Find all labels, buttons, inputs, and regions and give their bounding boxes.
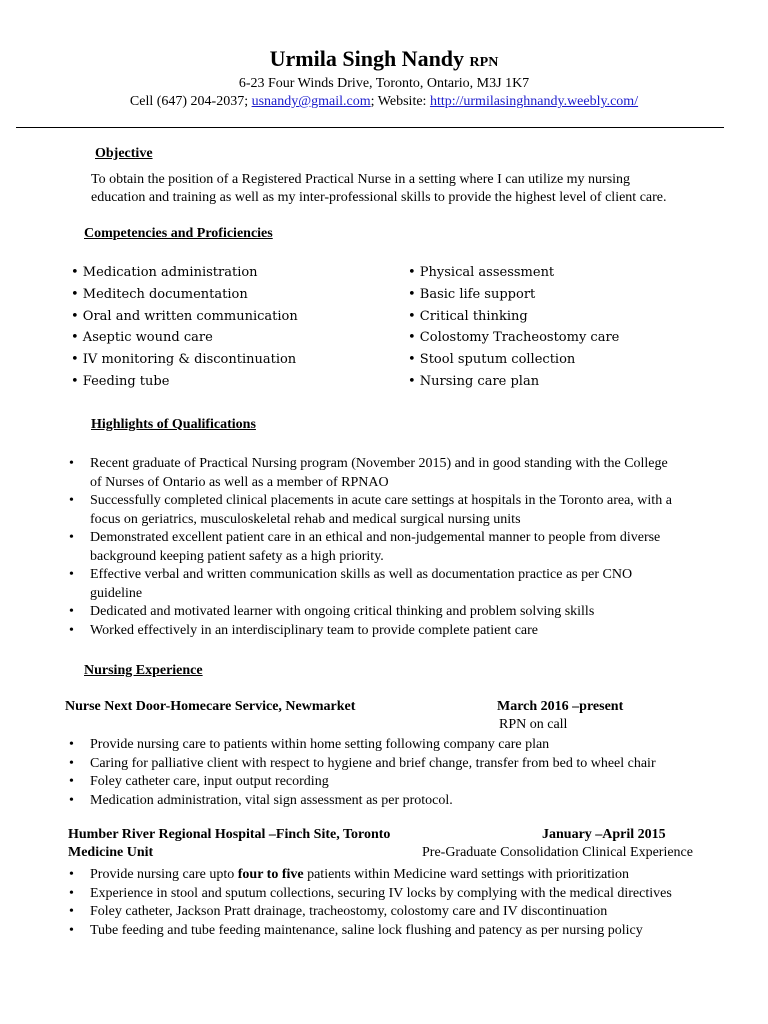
patient-count: four to five [237,867,304,882]
objective-line: To obtain the position of a Registered Practical Nurse in a setting where I can utilize my nursing [91,172,631,187]
list-item: • Effective verbal and written communication skills as well as documentation practice as per CNO guideline [65,566,672,603]
competencies-left-column [71,262,298,393]
job1-duties [65,736,656,810]
job1-dates: March 2016 –present [497,699,624,714]
job2-employer: Humber River Regional Hospital –Finch Site, Toronto [68,827,391,842]
competency-item: • Oral and written communication [71,308,298,324]
job1-role: RPN on call [499,717,568,732]
competency-item: • Stool sputum collection [408,352,576,368]
list-item: • Experience in stool and sputum collections, securing IV locks by complying with the medical directives [65,885,672,904]
job2-role: Pre-Graduate Consolidation Clinical Experience [422,845,693,860]
name-text: Urmila Singh Nandy [269,46,465,71]
highlights-heading: Highlights of Qualifications [91,417,256,432]
objective-line: education and training as well as my inter-professional skills to provide the highest level of client care. [91,190,667,205]
candidate-name [0,46,768,76]
list-item: • Dedicated and motivated learner with ongoing critical thinking and problem solving skills [65,603,672,622]
credential: RPN [469,55,499,70]
highlights-list [65,455,672,640]
job1-employer: Nurse Next Door-Homecare Service, Newmarket [65,699,356,714]
website-link[interactable]: http://urmilasinghnandy.weebly.com/ [429,94,639,109]
list-item: • Recent graduate of Practical Nursing program (November 2015) and in good standing with the College of Nurses of Ontario as well as a member of RPNAO [65,455,672,492]
job2-unit: Medicine Unit [68,845,154,860]
competencies-right-column [408,262,619,393]
list-item: • Demonstrated excellent patient care in an ethical and non-judgemental manner to people from diverse background keeping patient safety as a high priority. [65,529,672,566]
email-link[interactable]: usnandy@gmail.com [251,94,371,109]
address: 6-23 Four Winds Drive, Toronto, Ontario, M3J 1K7 [238,76,530,91]
competency-item: • Medication administration [71,265,258,280]
objective-text [91,171,667,207]
list-item: • Foley catheter care, input output recording [65,773,656,792]
contact-line [0,93,768,111]
experience-heading: Nursing Experience [84,663,203,678]
competency-item: • Feeding tube [71,373,170,389]
competency-item: • Colostomy Tracheostomy care [408,330,620,346]
competency-item: • Aseptic wound care [71,330,213,346]
list-item: • Tube feeding and tube feeding maintenance, saline lock flushing and patency as per nursing policy [65,922,672,941]
job2-dates: January –April 2015 [542,827,666,842]
competency-item: • Nursing care plan [408,373,540,389]
list-item: • Successfully completed clinical placements in acute care settings at hospitals in the Toronto area, with a focus on geriatrics, musculoskeletal rehab and medical surgical nursing units [65,492,672,529]
job2-duties [65,866,672,940]
competency-item: • Basic life support [408,286,536,302]
list-item: • Worked effectively in an interdisciplinary team to provide complete patient care [65,622,672,641]
competency-item: • Physical assessment [408,265,555,280]
competencies-heading: Competencies and Proficiencies [84,226,273,241]
competency-item: • IV monitoring & discontinuation [71,352,297,368]
list-item: • Provide nursing care to patients within home setting following company care plan [65,736,656,755]
website-label: ; Website: [370,94,427,109]
competency-item: • Critical thinking [408,308,528,324]
header-divider [16,127,724,128]
objective-heading: Objective [95,146,153,161]
list-item: • Foley catheter, Jackson Pratt drainage, tracheostomy, colostomy care and IV discontinuation [65,903,672,922]
list-item: • Provide nursing care upto four to five patients within Medicine ward settings with prioritization [65,866,672,885]
competency-item: • Meditech documentation [71,286,248,302]
list-item: • Caring for palliative client with respect to hygiene and brief change, transfer from bed to wheel chair [65,755,656,774]
cell-phone: Cell (647) 204-2037; [129,94,249,109]
list-item: • Medication administration, vital sign assessment as per protocol. [65,792,656,811]
